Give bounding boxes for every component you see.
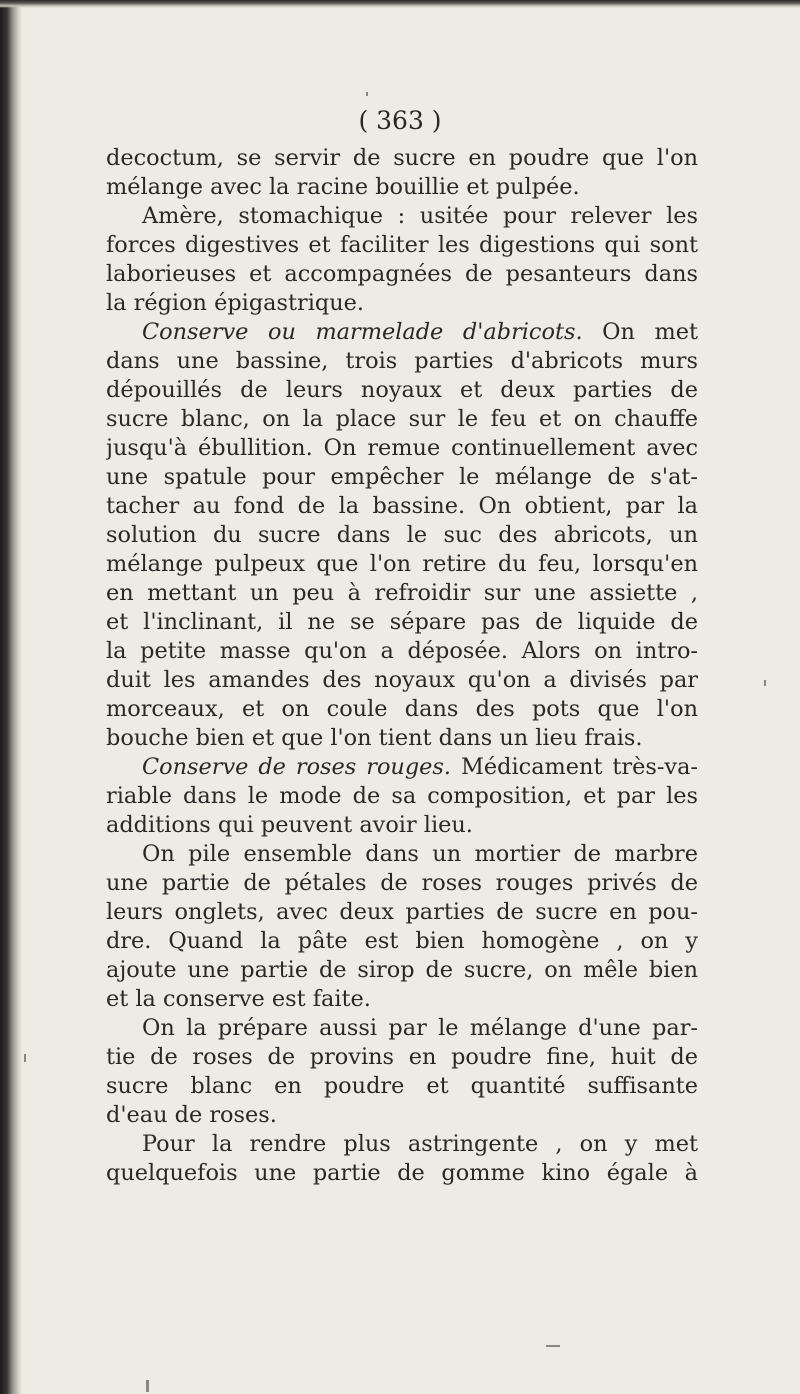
- text-line: [106, 405, 698, 434]
- paper-speck: [366, 92, 368, 96]
- line-text: ajoute une partie de sirop de sucre, on mêle bien: [106, 957, 698, 983]
- line-text: tacher au fond de la bassine. On obtient, par la: [106, 493, 698, 519]
- text-line: [106, 492, 698, 521]
- text-line: [106, 144, 698, 173]
- paper-speck: [24, 1054, 26, 1062]
- line-text: On pile ensemble dans un mortier de marbre: [142, 841, 698, 867]
- book-binding-edge: [0, 0, 22, 1394]
- text-line: [106, 347, 698, 376]
- line-text: la région épigastrique.: [106, 290, 364, 316]
- line-text: une partie de pétales de roses rouges privés de: [106, 870, 698, 896]
- text-line: [106, 1130, 698, 1159]
- section-heading: Conserve de roses rouges.: [142, 754, 452, 780]
- line-text: forces digestives et faciliter les digestions qui sont: [106, 232, 698, 258]
- line-text: sucre blanc, on la place sur le feu et on chauffe: [106, 406, 698, 432]
- line-text: dre. Quand la pâte est bien homogène , on y: [106, 928, 698, 954]
- text-line: [106, 550, 698, 579]
- text-line: [106, 666, 698, 695]
- line-text: additions qui peuvent avoir lieu.: [106, 812, 473, 838]
- text-line: [106, 956, 698, 985]
- text-line: [106, 898, 698, 927]
- text-line: [106, 260, 698, 289]
- line-text: bouche bien et que l'on tient dans un lieu frais.: [106, 725, 643, 751]
- text-line: [106, 753, 698, 782]
- text-line: [106, 695, 698, 724]
- line-text: duit les amandes des noyaux qu'on a divisés par: [106, 667, 698, 693]
- text-line: [106, 869, 698, 898]
- paper-speck: [546, 1345, 560, 1347]
- text-line: [106, 463, 698, 492]
- line-text: On la prépare aussi par le mélange d'une par-: [142, 1015, 698, 1041]
- text-line: [106, 173, 698, 202]
- text-line: [106, 840, 698, 869]
- text-line: [106, 637, 698, 666]
- line-text: dépouillés de leurs noyaux et deux parties de: [106, 377, 698, 403]
- line-text: en mettant un peu à refroidir sur une assiette ,: [106, 580, 698, 606]
- text-line: [106, 202, 698, 231]
- text-line: [106, 376, 698, 405]
- line-text: decoctum, se servir de sucre en poudre que l'on: [106, 145, 698, 171]
- line-text: une spatule pour empêcher le mélange de s'at-: [106, 464, 698, 490]
- line-text: On met: [582, 319, 698, 345]
- text-line: [106, 434, 698, 463]
- text-line: [106, 724, 698, 753]
- line-text: d'eau de roses.: [106, 1102, 277, 1128]
- text-line: [106, 1043, 698, 1072]
- line-text: mélange avec la racine bouillie et pulpée.: [106, 174, 580, 200]
- line-text: laborieuses et accompagnées de pesanteurs dans: [106, 261, 698, 287]
- text-line: [106, 608, 698, 637]
- line-text: Pour la rendre plus astringente , on y met: [142, 1131, 698, 1157]
- text-line: [106, 985, 698, 1014]
- line-text: sucre blanc en poudre et quantité suffisante: [106, 1073, 698, 1099]
- text-line: [106, 521, 698, 550]
- page-number: ( 363 ): [358, 106, 442, 135]
- line-text: et la conserve est faite.: [106, 986, 371, 1012]
- text-line: [106, 318, 698, 347]
- text-line: [106, 1072, 698, 1101]
- text-line: [106, 579, 698, 608]
- text-line: [106, 289, 698, 318]
- text-line: [106, 231, 698, 260]
- line-text: la petite masse qu'on a déposée. Alors on intro-: [106, 638, 698, 664]
- body-text: [106, 144, 698, 1188]
- paper-speck: [146, 1380, 149, 1392]
- line-text: tie de roses de provins en poudre fine, huit de: [106, 1044, 698, 1070]
- line-text: leurs onglets, avec deux parties de sucre en pou-: [106, 899, 698, 925]
- line-text: solution du sucre dans le suc des abricots, un: [106, 522, 698, 548]
- line-text: et l'inclinant, il ne se sépare pas de liquide de: [106, 609, 698, 635]
- line-text: quelquefois une partie de gomme kino égale à: [106, 1160, 698, 1186]
- text-line: [106, 927, 698, 956]
- text-line: [106, 782, 698, 811]
- text-line: [106, 1014, 698, 1043]
- line-text: Médicament très-va-: [451, 754, 698, 780]
- text-line: [106, 1101, 698, 1130]
- line-text: jusqu'à ébullition. On remue continuellement avec: [106, 435, 698, 461]
- line-text: mélange pulpeux que l'on retire du feu, lorsqu'en: [106, 551, 698, 577]
- section-heading: Conserve ou marmelade d'abricots.: [142, 319, 583, 345]
- line-text: riable dans le mode de sa composition, et par les: [106, 783, 698, 809]
- line-text: Amère, stomachique : usitée pour relever les: [142, 203, 698, 229]
- text-line: [106, 811, 698, 840]
- line-text: morceaux, et on coule dans des pots que l'on: [106, 696, 698, 722]
- line-text: dans une bassine, trois parties d'abricots murs: [106, 348, 698, 374]
- paper-speck: [764, 680, 766, 686]
- page-top-edge: [0, 0, 800, 8]
- text-line: [106, 1159, 698, 1188]
